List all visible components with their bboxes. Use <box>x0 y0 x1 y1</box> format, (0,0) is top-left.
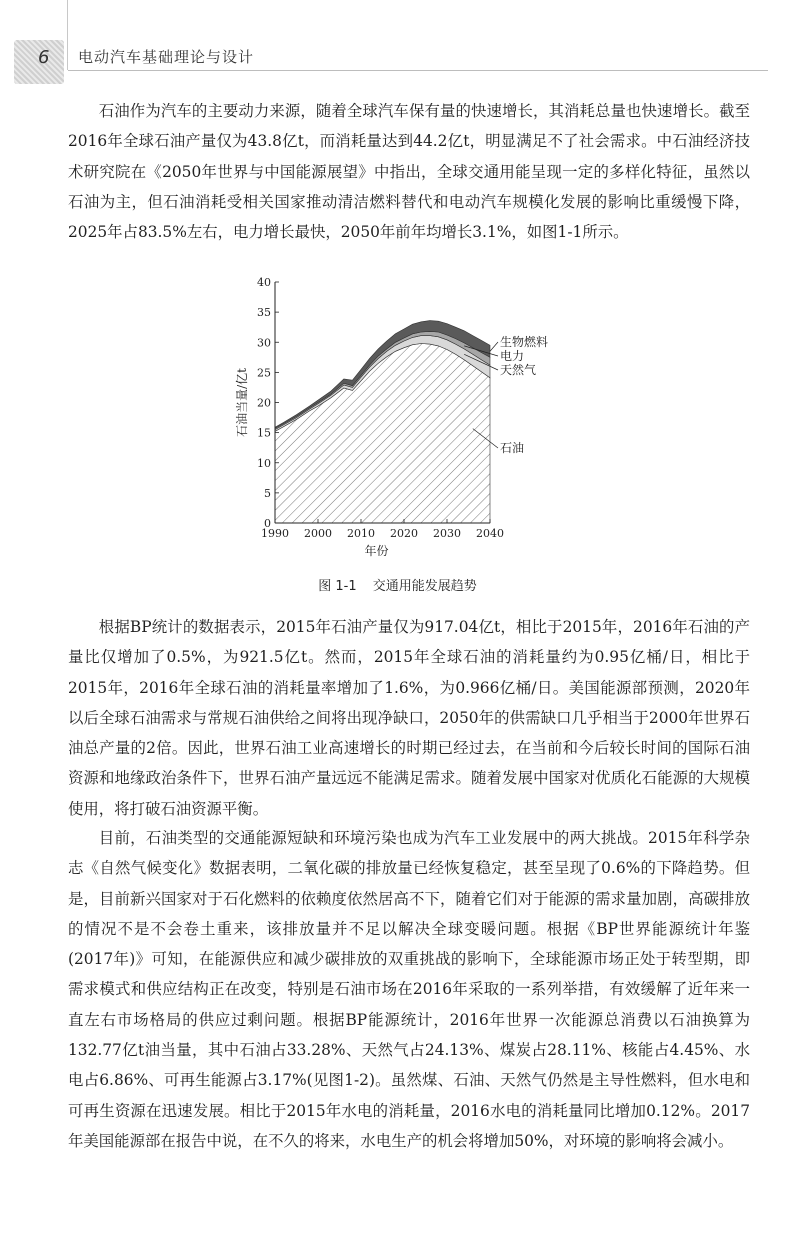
series-label: 石油 <box>500 441 525 455</box>
running-title: 电动汽车基础理论与设计 <box>78 48 255 66</box>
series-label: 天然气 <box>500 363 537 377</box>
y-tick-label: 40 <box>257 276 271 289</box>
y-tick-label: 10 <box>257 456 271 470</box>
x-tick-label: 2020 <box>390 527 418 540</box>
header-margin-line <box>67 0 68 70</box>
y-axis-title: 石油当量/亿t <box>235 368 249 437</box>
area-series-1 <box>275 344 490 524</box>
figure-1-1 <box>228 270 568 570</box>
caption-text: 交通用能发展趋势 <box>372 579 477 594</box>
caption-number: 图 1-1 <box>318 579 357 594</box>
x-tick-label: 2030 <box>433 527 461 540</box>
y-tick-label: 0 <box>264 517 271 530</box>
header-rule <box>68 70 768 71</box>
y-tick-label: 25 <box>257 366 271 380</box>
y-tick-label: 15 <box>257 426 271 440</box>
y-tick-label: 35 <box>257 306 271 320</box>
x-axis-title: 年份 <box>364 544 389 558</box>
body-paragraph: 石油作为汽车的主要动力来源，随着全球汽车保有量的快速增长，其消耗总量也快速增长。截至2016年全球石油产量仅为43.8亿t，而消耗量达到44.2亿t，明显满足不了社会需求。中石油经济技术研究院在《2050年世界与中国能源展望》中指出，全球交通用能呈现一定的多样化特征，虽然以石油为主，但石油消耗受相关国家推动清洁燃料替代和电动汽车规模化发展的影响比重缓慢下降，2025年占83.5%左右，电力增长最快，2050年前年均增长3.1%，如图1-1所示。 <box>68 102 750 242</box>
annotation-leader-line <box>490 342 498 351</box>
series-label: 生物燃料 <box>500 335 549 349</box>
energy-trend-chart <box>228 270 568 570</box>
x-tick-label: 2000 <box>304 527 332 540</box>
y-tick-label: 5 <box>264 486 271 500</box>
figure-caption <box>0 575 795 594</box>
x-tick-label: 1990 <box>261 527 289 540</box>
y-tick-label: 20 <box>257 396 271 410</box>
body-paragraph: 目前，石油类型的交通能源短缺和环境污染也成为汽车工业发展中的两大挑战。2015年科学杂志《自然气候变化》数据表明，二氧化碳的排放量已经恢复稳定，甚至呈现了0.6%的下降趋势。但是，目前新兴国家对于石化燃料的依赖度依然居高不下，随着它们对于能源的需求量加剧，高碳排放的情况不是不会卷土重来，该排放量并不足以解决全球变暖问题。根据《BP世界能源统计年鉴(2017年)》可知，在能源供应和减少碳排放的双重挑战的影响下，全球能源市场正处于转型期，即需求模式和供应结构正在改变，特别是石油市场在2016年采取的一系列举措，有效缓解了近年来一直左右市场格局的供应过剩问题。根据BP能源统计，2016年世界一次能源总消费以石油换算为132.77亿t油当量，其中石油占33.28%、天然气占24.13%、煤炭占28.11%、核能占4.45%、水电占6.86%、可再生能源占3.17%(见图1-2)。虽然煤、石油、天然气仍然是主导性燃料，但水电和可再生资源在迅速发展。相比于2015年水电的消耗量，2016水电的消耗量同比增加0.12%。2017年美国能源部在报告中说，在不久的将来，水电生产的机会将增加50%，对环境的影响将会减小。 <box>68 829 750 1150</box>
x-tick-label: 2010 <box>347 527 375 540</box>
page-number: 6 <box>38 47 50 68</box>
series-label: 电力 <box>500 349 525 363</box>
y-tick-label: 30 <box>257 336 271 350</box>
body-paragraph: 根据BP统计的数据表示，2015年石油产量仅为917.04亿t，相比于2015年，2016年石油的产量比仅增加了0.5%，为921.5亿t。然而，2015年全球石油的消耗量约为0.95亿桶/日，相比于2015年，2016年全球石油的消耗量率增加了1.6%，为0.966亿桶/日。美国能源部预测，2020年以后全球石油需求与常规石油供给之间将出现净缺口，2050年的供需缺口几乎相当于2000年世界石油总产量的2倍。因此，世界石油工业高速增长的时期已经过去，在当前和今后较长时间的国际石油资源和地缘政治条件下，世界石油产量远远不能满足需求。随着发展中国家对优质化石能源的大规模使用，将打破石油资源平衡。 <box>68 618 750 818</box>
x-tick-label: 2040 <box>476 527 504 540</box>
page-header <box>0 0 795 100</box>
